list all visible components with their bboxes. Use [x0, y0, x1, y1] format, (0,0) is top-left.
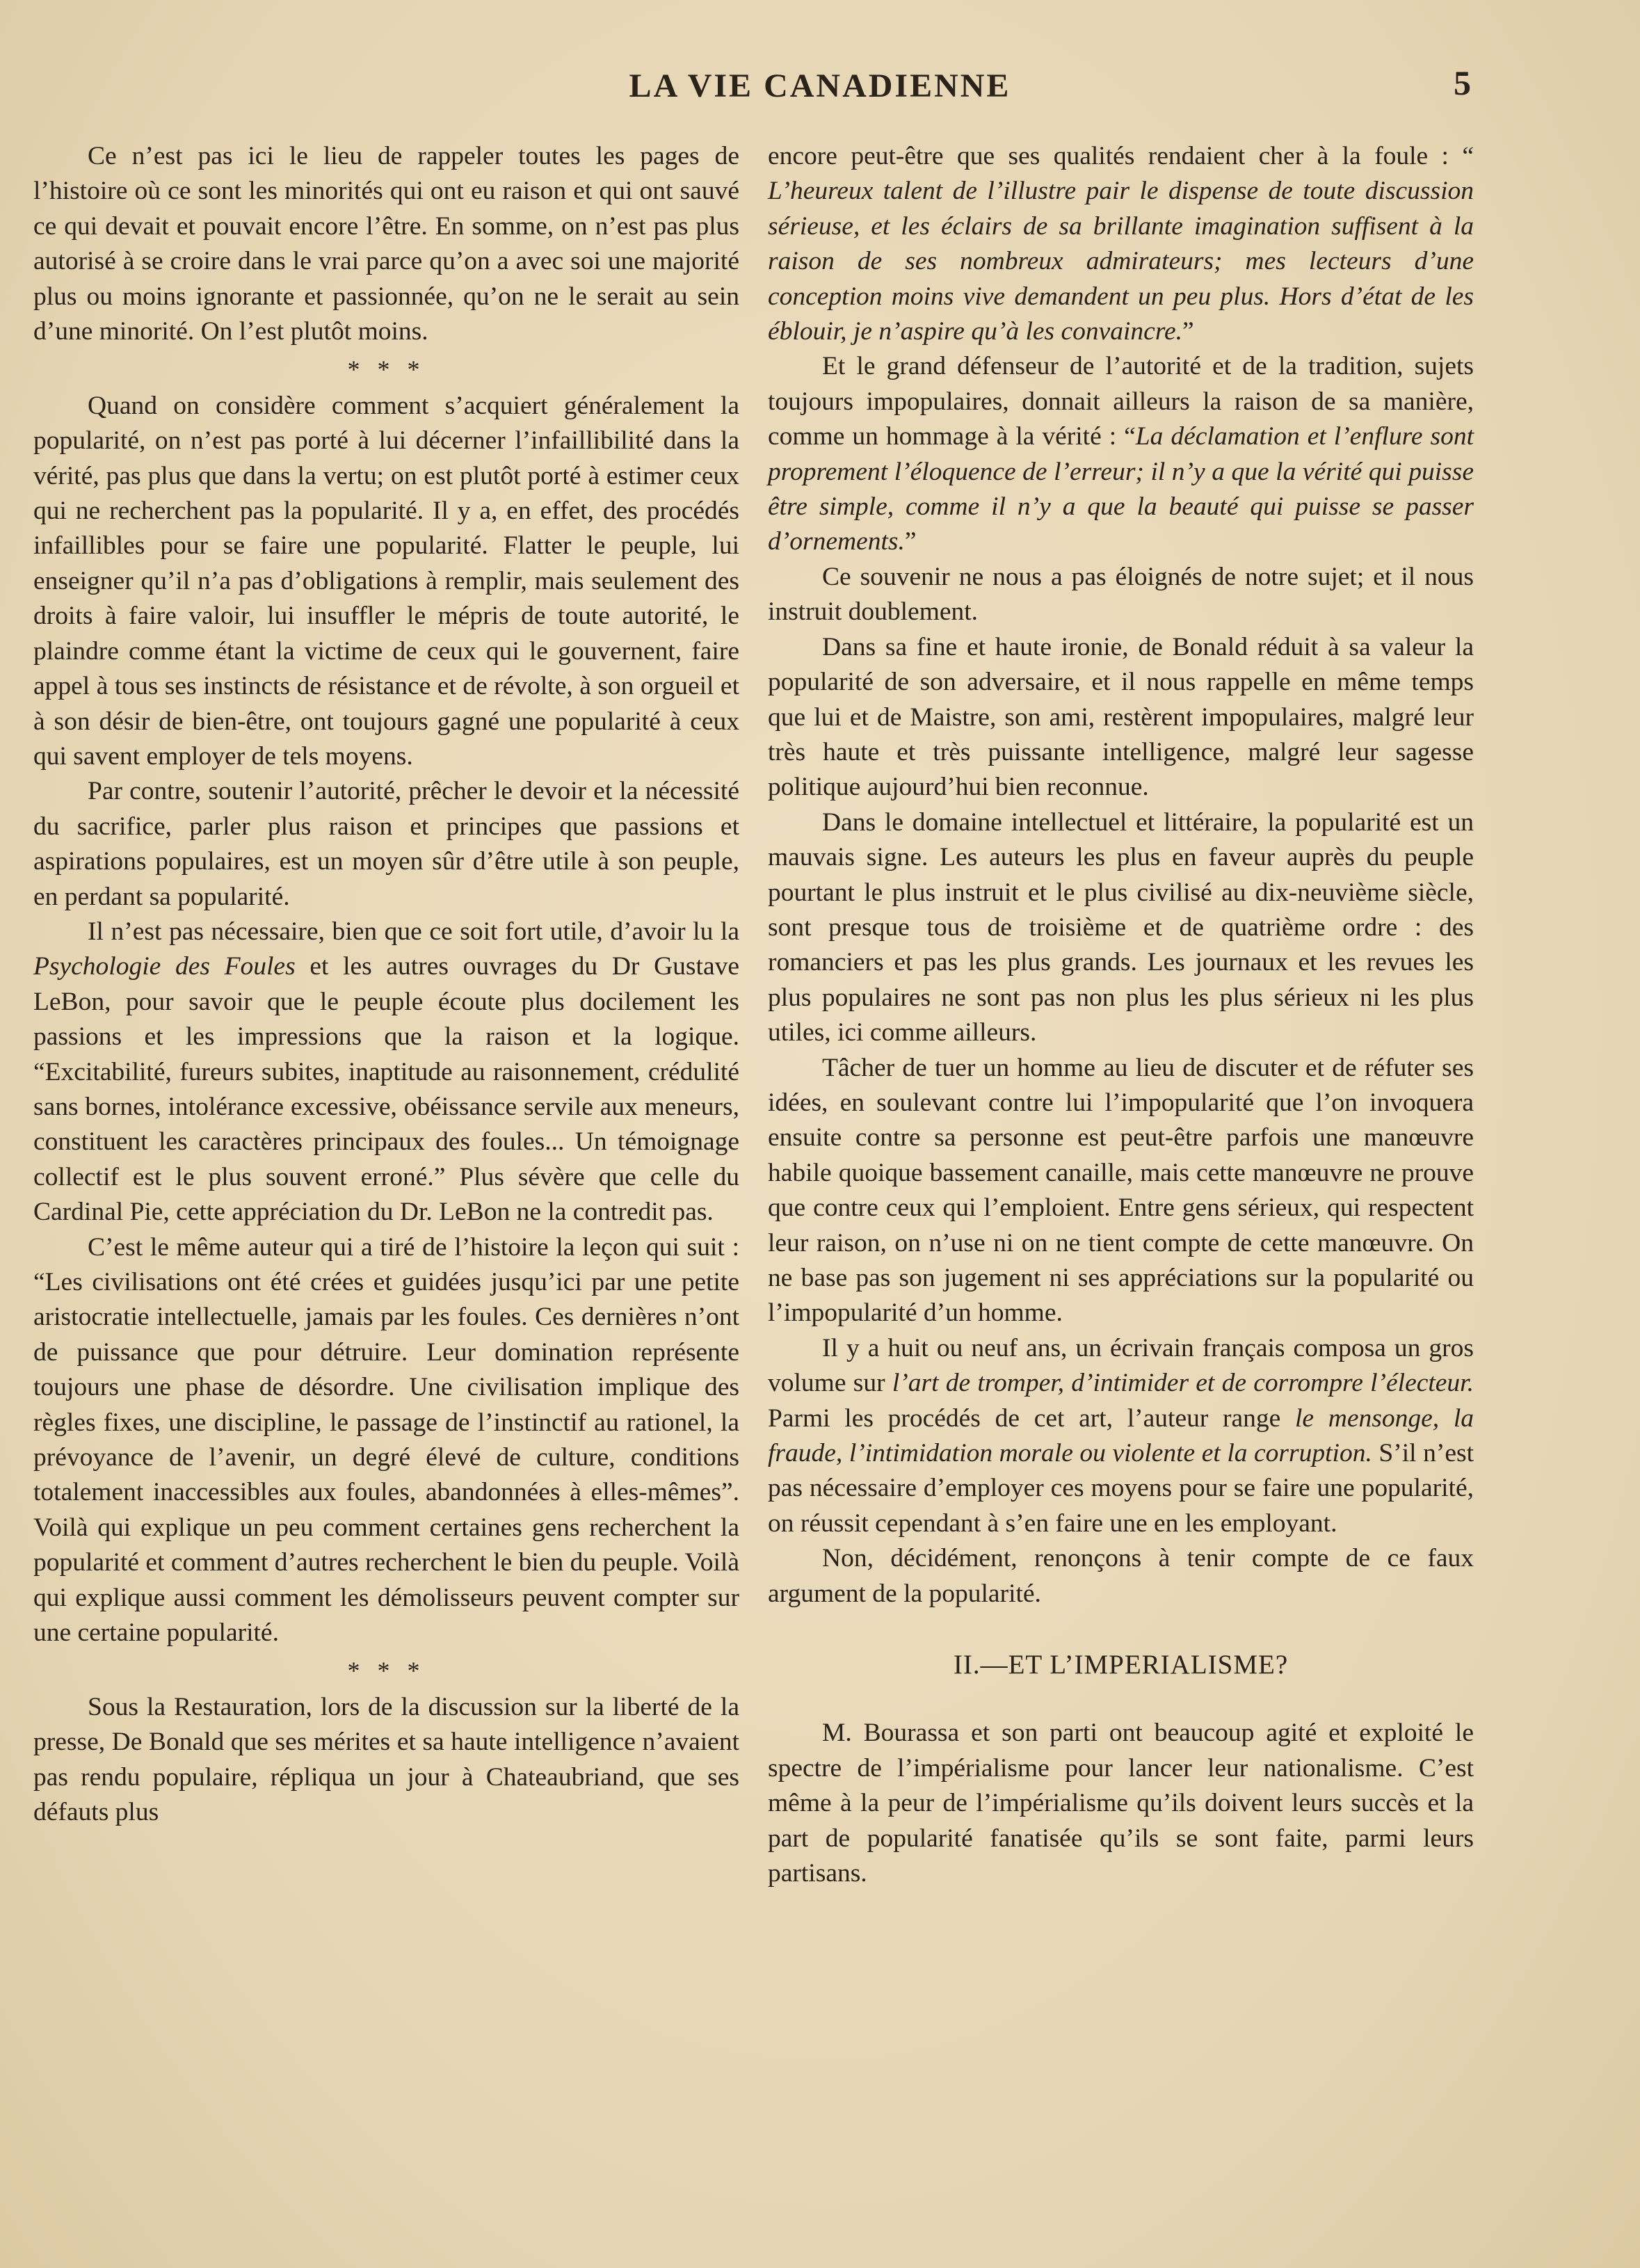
paragraph: Sous la Restauration, lors de la discussion sur la liberté de la presse, De Bonald que ses mérites et sa haute intelligence n’avaient pas rendu populaire, répliqua un jour à Chateaubriand, que ses défauts plus — [33, 1692, 739, 1827]
section-separator: * * * — [347, 1657, 426, 1685]
paragraph: Dans le domaine intellectuel et littéraire, la popularité est un mauvais signe. Les auteurs les plus en faveur auprès du peuple pourtant le plus instruit et le plus civilisé au dix-neuvième siècle, sont presque tous de troisième et de quatrième ordre : des romanciers et pas les plus grands. Les journaux et les revues les plus populaires ne sont pas non plus les plus sérieux ni les plus utiles, ici comme ailleurs. — [768, 807, 1474, 1047]
quotation: L’heureux talent de l’illustre pair le dispense de toute discussion sérieuse, et les éclairs de sa brillante imagination suffisent à la raison de ses nombreux admirateurs; mes lecteurs d’une conception moins vive demandent un peu plus. Hors d’état de les éblouir, je n’aspire qu’à les convaincre. — [768, 177, 1474, 346]
paragraph: Ce souvenir ne nous a pas éloignés de notre sujet; et il nous instruit doublement. — [768, 562, 1474, 627]
paragraph: Par contre, soutenir l’autorité, prêcher le devoir et la nécessité du sacrifice, parler plus raison et principes que passions et aspirations populaires, est un moyen sûr d’être utile à son peuple, en perdant sa popularité. — [33, 777, 739, 911]
text-run: Et le grand défenseur de l’autorité et de la tradition, sujets toujours impopulaires, donnait ailleurs la raison de sa manière, comme un hommage à la vérité : “ — [768, 352, 1474, 451]
paragraph: Tâcher de tuer un homme au lieu de discuter et de réfuter ses idées, en soulevant contre lui l’impopularité que l’on invoquera ensuite contre sa personne est peut-être parfois une manœuvre habile quoique bassement canaille, mais cette manœuvre ne prouve que contre ceux qui l’emploient. Entre gens sérieux, qui respectent leur raison, on n’use ni on ne tient compte de cette manœuvre. On ne base pas son jugement ni ses appréciations sur la popularité ou l’impopularité d’un homme. — [768, 1053, 1474, 1328]
section-separator: * * * — [347, 355, 426, 384]
paragraph — [33, 915, 739, 1230]
right-column — [768, 139, 1474, 1892]
section-heading: II.—ET L’IMPERIALISME? — [953, 1650, 1289, 1680]
paragraph: Non, décidément, renonçons à tenir compte de ce faux argument de la popularité. — [768, 1544, 1474, 1608]
book-title: l’art de tromper, d’intimider et de corrompre l’électeur. — [892, 1369, 1474, 1398]
text-run: encore peut-être que ses qualités rendaient cher à la foule : “ — [768, 142, 1474, 170]
text-run: Parmi les procédés de cet art, l’auteur range — [768, 1404, 1296, 1433]
page-number: 5 — [1454, 63, 1471, 102]
text-run: ” — [1182, 317, 1194, 346]
left-column — [33, 139, 739, 1831]
text-run: et les autres ouvrages du Dr Gustave LeBon, pour savoir que le peuple écoute plus docilement les passions et les impressions que la raison et la logique. “Excitabilité, fureurs subites, inaptitude au raisonnement, crédulité sans bornes, intolérance excessive, obéissance servile aux meneurs, constituent les caractères principaux des foules... Un témoignage collectif est le plus souvent erroné.” Plus sévère que celle du Cardinal Pie, cette appréciation du Dr. LeBon ne la contredit pas. — [33, 952, 739, 1227]
quotation: La déclamation et l’enflure sont proprement l’éloquence de l’erreur; il n’y a que la vérité qui puisse être simple, comme il n’y a que la beauté qui puisse se passer d’ornements. — [768, 422, 1474, 556]
paragraph — [768, 139, 1474, 349]
emphasis: le mensonge, la fraude, l’intimidation morale ou violente et la corruption. — [768, 1404, 1474, 1468]
paragraph — [768, 349, 1474, 559]
running-head-title: LA VIE CANADIENNE — [629, 67, 1011, 104]
paragraph: M. Bourassa et son parti ont beaucoup agité et exploité le spectre de l’impérialisme pour lancer leur nationalisme. C’est même à la peur de l’impérialisme qu’ils doivent leurs succès et la part de popularité fanatisée qu’ils se sont faite, parmi leurs partisans. — [768, 1719, 1474, 1888]
text-run: S’il n’est pas nécessaire d’employer ces moyens pour se faire une popularité, on réussit cependant à s’en faire une en les employant. — [768, 1439, 1474, 1538]
paragraph: Dans sa fine et haute ironie, de Bonald réduit à sa valeur la popularité de son adversaire, et il nous rappelle en même temps que lui et de Maistre, son ami, restèrent impopulaires, malgré leur très haute et très puissante intelligence, malgré leur sagesse politique aujourd’hui bien reconnue. — [768, 632, 1474, 802]
text-run: Il y a huit ou neuf ans, un écrivain français composa un gros volume sur — [768, 1333, 1474, 1398]
paragraph: Ce n’est pas ici le lieu de rappeler toutes les pages de l’histoire où ce sont les minorités qui ont eu raison et qui ont sauvé ce qui devait et pouvait encore l’être. En somme, on n’est pas plus autorisé à se croire dans le vrai parce qu’on a avec soi une majorité plus ou moins ignorante et passionnée, qu’on ne le serait au sein d’une minorité. On l’est plutôt moins. — [33, 142, 739, 346]
text-run: ” — [904, 527, 917, 556]
book-title: Psychologie des Foules — [33, 952, 296, 981]
text-run: Il n’est pas nécessaire, bien que ce soit fort utile, d’avoir lu la — [88, 917, 739, 946]
paragraph: C’est le même auteur qui a tiré de l’histoire la leçon qui suit : “Les civilisations ont été crées et guidées jusqu’ici par une petite aristocratie intellectuelle, jamais par les foules. Ces dernières n’ont de puissance que pour détruire. Leur domination représente toujours une phase de désordre. Une civilisation implique des règles fixes, une discipline, le passage de l’instinctif au rationel, la prévoyance de l’avenir, un degré élevé de culture, conditions totalement inaccessibles aux foules, abandonnées à elles-mêmes”. Voilà qui explique un peu comment certaines gens recherchent la popularité et comment d’autres recherchent le bien du peuple. Voilà qui explique aussi comment les démolisseurs peuvent compter sur une certaine popularité. — [33, 1232, 739, 1648]
paragraph: Quand on considère comment s’acquiert généralement la popularité, on n’est pas porté à lui décerner l’infaillibilité dans la vérité, pas plus que dans la vertu; on est plutôt porté à estimer ceux qui ne recherchent pas la popularité. Il y a, en effet, des procédés infaillibles pour se faire une popularité. Flatter le peuple, lui enseigner qu’il n’a pas d’obligations à remplir, mais seulement des droits à faire valoir, lui insuffler le mépris de toute autorité, le plaindre comme étant la victime de ceux qui le gouvernent, faire appel à tous ses instincts de résistance et de révolte, à son orgueil et à son désir de bien-être, ont toujours gagné une popularité à ceux qui savent employer de tels moyens. — [33, 391, 739, 771]
paragraph — [768, 1331, 1474, 1541]
